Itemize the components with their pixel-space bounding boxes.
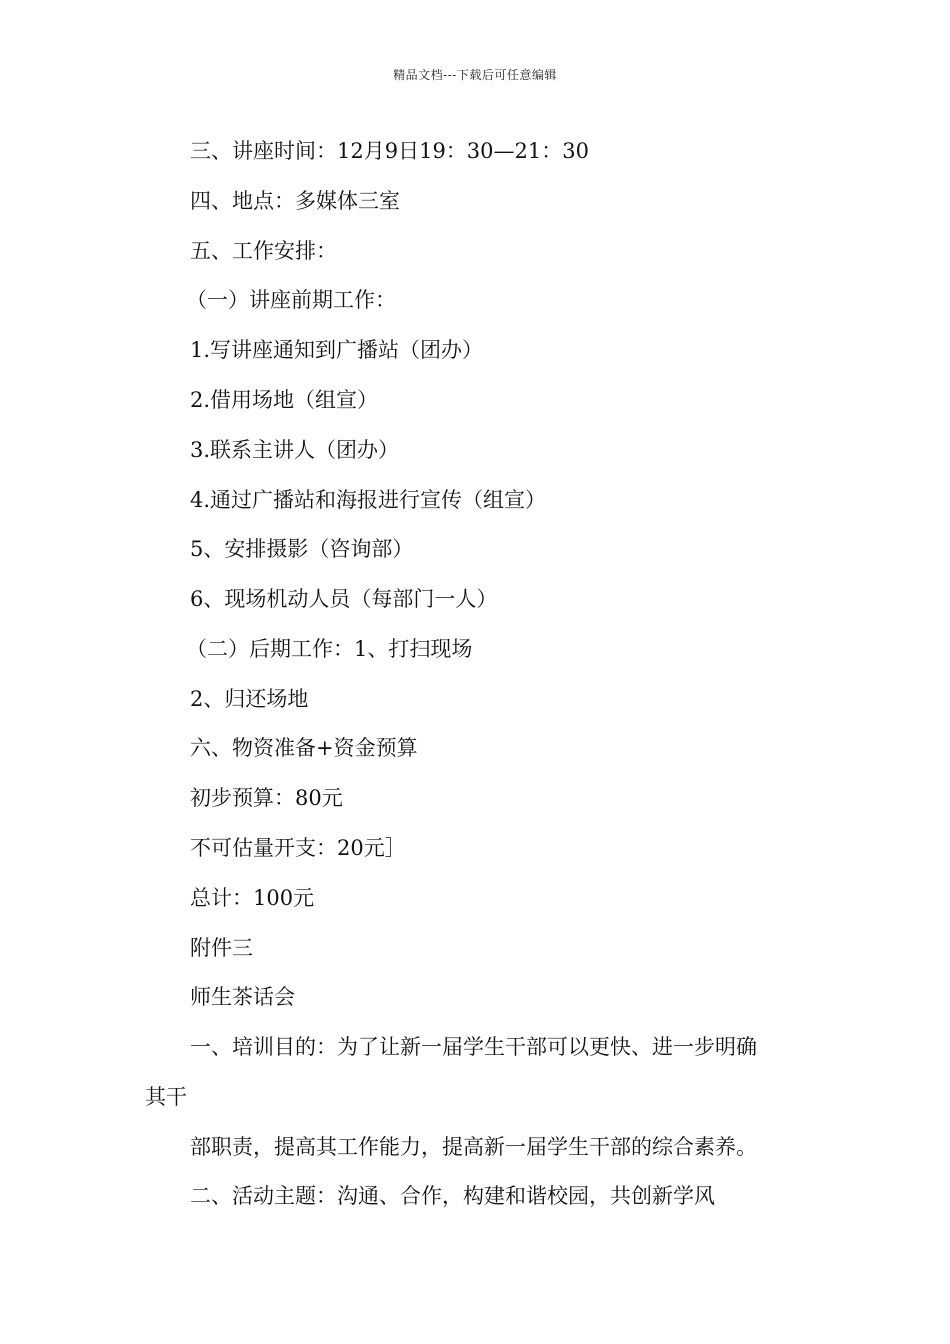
text-line-item-5: 5、安排摄影（咨询部）: [190, 537, 414, 561]
text-line-location: 四、地点：多媒体三室: [190, 189, 400, 213]
text-line-item-2: 2.借用场地（组宣）: [190, 388, 379, 412]
text-line-activity-theme: 二、活动主题：沟通、合作，构建和谐校园，共创新学风: [190, 1184, 715, 1208]
text-line-item-4: 4.通过广播站和海报进行宣传（组宣）: [190, 488, 547, 512]
text-line-post-lecture-work: （二）后期工作：1、打扫现场: [186, 637, 473, 661]
text-line-initial-budget: 初步预算：80元: [190, 786, 343, 810]
text-line-return-venue: 2、归还场地: [190, 687, 309, 711]
text-line-item-6: 6、现场机动人员（每部门一人）: [190, 587, 498, 611]
text-line-supplies-budget: 六、物资准备+资金预算: [190, 736, 418, 760]
text-line-tea-party-title: 师生茶话会: [190, 985, 295, 1009]
text-line-lecture-time: 三、讲座时间：12月9日19：30—21：30: [190, 139, 589, 163]
text-line-item-3: 3.联系主讲人（团办）: [190, 438, 400, 462]
text-line-training-purpose-wrap: 其干: [145, 1085, 187, 1109]
page-header: 精品文档---下载后可任意编辑: [393, 68, 557, 82]
text-line-training-purpose: 一、培训目的：为了让新一届学生干部可以更快、进一步明确: [190, 1035, 757, 1059]
text-line-duties: 部职责，提高其工作能力，提高新一届学生干部的综合素养。: [190, 1135, 757, 1159]
text-line-unforeseen-expense: 不可估量开支：20元］: [190, 836, 406, 860]
text-line-pre-lecture-work: （一）讲座前期工作：: [186, 288, 396, 312]
text-line-total: 总计：100元: [190, 886, 315, 910]
text-line-item-1: 1.写讲座通知到广播站（团办）: [190, 338, 484, 362]
text-line-appendix-three: 附件三: [190, 936, 253, 960]
text-line-work-arrangement: 五、工作安排：: [190, 239, 337, 263]
